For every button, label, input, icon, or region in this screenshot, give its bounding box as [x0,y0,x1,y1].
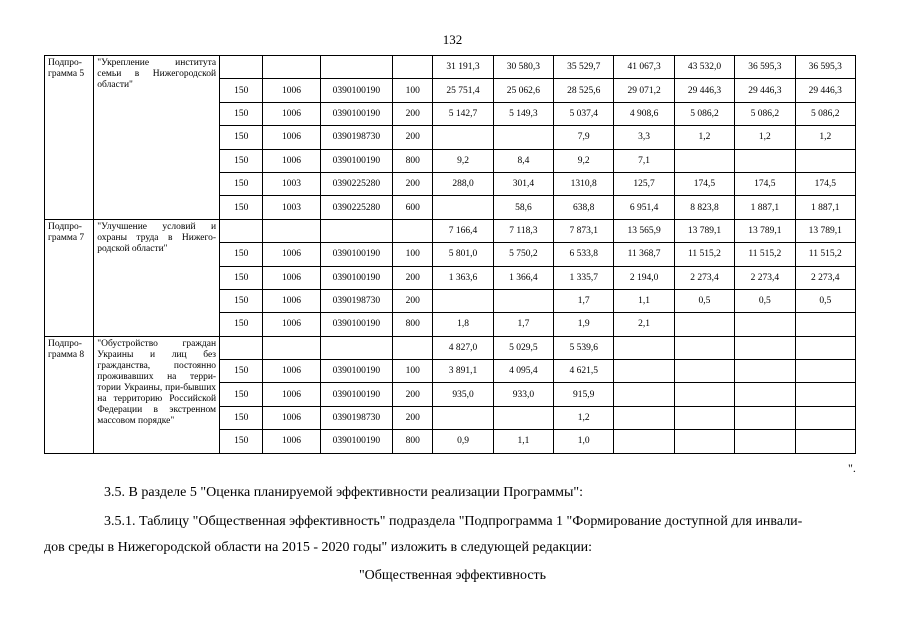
table-cell: 5 801,0 [433,243,493,266]
table-cell [433,126,493,149]
table-cell: 0390100190 [320,149,392,172]
table-cell: 915,9 [554,383,614,406]
table-cell [735,383,795,406]
table-cell: 0390100190 [320,360,392,383]
table-cell: 935,0 [433,383,493,406]
table-cell: 5 750,2 [493,243,553,266]
subprogram-name: "Обустройство граждан Украины и лиц без гражданства, постоянно проживавших на терри-тории Украины, при-бывших на территорию Российской Федерации в экстренном массовом порядке" [94,336,220,453]
table-cell: 9,2 [433,149,493,172]
table-cell [674,336,734,359]
table-cell [674,430,734,453]
table-cell: 200 [393,172,433,195]
table-cell: 3 891,1 [433,360,493,383]
table-cell [795,313,856,336]
table-body [45,56,856,454]
table-cell [493,126,553,149]
table-cell: 28 525,6 [554,79,614,102]
subprogram-name: "Улучшение условий и охраны труда в Нижего-родской области" [94,219,220,336]
table-cell: 1,7 [554,289,614,312]
table-cell: 150 [220,313,263,336]
table-cell: 6 533,8 [554,243,614,266]
subprogram-label: Подпро- грамма 8 [45,336,94,453]
table-cell: 174,5 [795,172,856,195]
table-cell: 200 [393,266,433,289]
table-cell: 0390100190 [320,266,392,289]
table-cell [393,336,433,359]
table-cell: 125,7 [614,172,674,195]
table-cell: 1 887,1 [735,196,795,219]
table-cell: 13 789,1 [674,219,734,242]
table-cell: 4 095,4 [493,360,553,383]
table-cell: 0390100190 [320,313,392,336]
table-cell: 200 [393,289,433,312]
table-cell: 5 029,5 [493,336,553,359]
table-cell: 150 [220,172,263,195]
table-cell [795,406,856,429]
table-cell: 8 823,8 [674,196,734,219]
subprogram-label: Подпро- грамма 7 [45,219,94,336]
table-cell: 1,0 [554,430,614,453]
table-cell: 1,2 [795,126,856,149]
table-cell [433,406,493,429]
table-cell: 35 529,7 [554,56,614,79]
table-cell: 3,3 [614,126,674,149]
table-row [45,56,856,79]
table-cell [614,383,674,406]
table-cell [263,219,320,242]
table-cell: 1 366,4 [493,266,553,289]
table-cell: 150 [220,406,263,429]
table-cell: 1003 [263,172,320,195]
table-cell: 1,8 [433,313,493,336]
table-cell: 800 [393,430,433,453]
table-cell: 1006 [263,289,320,312]
table-cell: 58,6 [493,196,553,219]
table-cell: 0390198730 [320,406,392,429]
subprogram-name: "Укрепление института семьи в Нижегородской области" [94,56,220,220]
table-cell: 1,2 [735,126,795,149]
table-cell: 150 [220,383,263,406]
table-cell: 0390100190 [320,430,392,453]
table-cell: 2 273,4 [674,266,734,289]
table-cell: 174,5 [674,172,734,195]
table-cell: 41 067,3 [614,56,674,79]
budget-table [44,55,856,454]
table-cell: 800 [393,149,433,172]
table-row [45,219,856,242]
table-cell: 7 873,1 [554,219,614,242]
subprogram-label: Подпро- грамма 5 [45,56,94,220]
paragraph-section-3-5-1: 3.5.1. Таблицу "Общественная эффективность" подраздела "Подпрограмма 1 "Формирование доступной для инвали- [104,514,803,529]
table-cell: 1006 [263,313,320,336]
table-caption: "Общественная эффективность [358,568,547,583]
table-cell: 150 [220,196,263,219]
page-number: 132 [442,32,463,47]
table-cell: 9,2 [554,149,614,172]
table-cell [263,336,320,359]
table-cell: 638,8 [554,196,614,219]
table-cell: 13 565,9 [614,219,674,242]
table-cell: 200 [393,102,433,125]
table-cell: 1,1 [614,289,674,312]
table-cell [795,383,856,406]
table-cell: 11 368,7 [614,243,674,266]
table-cell [614,336,674,359]
table-cell [433,196,493,219]
table-cell [674,360,734,383]
table-cell: 5 086,2 [674,102,734,125]
table-cell: 1 335,7 [554,266,614,289]
table-cell: 1,1 [493,430,553,453]
table-cell [795,360,856,383]
table-cell: 1,2 [554,406,614,429]
table-cell: 800 [393,313,433,336]
table-cell [220,336,263,359]
table-cell: 1006 [263,149,320,172]
table-cell [735,336,795,359]
table-cell: 600 [393,196,433,219]
table-cell: 5 149,3 [493,102,553,125]
table-cell: 1 887,1 [795,196,856,219]
table-cell: 288,0 [433,172,493,195]
table-cell: 36 595,3 [735,56,795,79]
table-cell [493,289,553,312]
table-cell: 2,1 [614,313,674,336]
table-cell [433,289,493,312]
table-cell [614,406,674,429]
table-cell: 25 751,4 [433,79,493,102]
table-cell: 29 071,2 [614,79,674,102]
table-cell: 2 273,4 [735,266,795,289]
table-cell [263,56,320,79]
table-cell: 0390100190 [320,79,392,102]
table-cell: 0390198730 [320,126,392,149]
table-cell: 31 191,3 [433,56,493,79]
table-cell: 1,9 [554,313,614,336]
table-cell: 11 515,2 [735,243,795,266]
table-cell [320,56,392,79]
paragraph-section-3-5-1-cont: дов среды в Нижегородской области на 2015 - 2020 годы" изложить в следующей редакции: [44,540,593,555]
table-cell [614,430,674,453]
table-cell: 43 532,0 [674,56,734,79]
table-cell [674,406,734,429]
table-cell: 174,5 [735,172,795,195]
table-cell [220,219,263,242]
table-cell: 11 515,2 [795,243,856,266]
table-cell [795,430,856,453]
table-cell: 1006 [263,102,320,125]
table-cell [735,406,795,429]
table-cell: 0390100190 [320,243,392,266]
table-cell: 11 515,2 [674,243,734,266]
table-cell: 1006 [263,79,320,102]
table-cell: 5 142,7 [433,102,493,125]
table-cell [393,56,433,79]
table-cell [674,149,734,172]
table-cell: 0,9 [433,430,493,453]
table-cell: 1006 [263,360,320,383]
table-cell [320,219,392,242]
table-cell [614,360,674,383]
table-cell: 150 [220,266,263,289]
table-cell: 25 062,6 [493,79,553,102]
table-cell: 150 [220,360,263,383]
table-cell: 6 951,4 [614,196,674,219]
table-cell: 1006 [263,430,320,453]
table-cell: 2 194,0 [614,266,674,289]
table-cell [735,430,795,453]
table-cell: 0,5 [735,289,795,312]
table-cell [735,313,795,336]
table-cell: 1006 [263,126,320,149]
table-cell: 30 580,3 [493,56,553,79]
table-cell: 1006 [263,406,320,429]
table-cell: 13 789,1 [735,219,795,242]
table-cell: 150 [220,149,263,172]
table-cell: 5 086,2 [795,102,856,125]
table-cell: 1,7 [493,313,553,336]
table-cell: 5 086,2 [735,102,795,125]
table-row [45,336,856,359]
table-cell: 2 273,4 [795,266,856,289]
table-cell [674,383,734,406]
table-cell: 0390100190 [320,383,392,406]
table-cell: 13 789,1 [795,219,856,242]
table-cell: 1006 [263,383,320,406]
table-cell: 4 908,6 [614,102,674,125]
table-cell: 1 363,6 [433,266,493,289]
table-cell: 100 [393,243,433,266]
table-cell [320,336,392,359]
table-cell: 0390100190 [320,102,392,125]
table-cell: 100 [393,79,433,102]
table-cell: 150 [220,79,263,102]
table-cell: 150 [220,430,263,453]
table-cell [735,149,795,172]
table-cell: 150 [220,289,263,312]
table-cell [674,313,734,336]
table-cell: 0390225280 [320,196,392,219]
table-cell [795,336,856,359]
table-cell [393,219,433,242]
table-cell: 7 118,3 [493,219,553,242]
closing-quote: ". [848,461,856,475]
table-cell: 29 446,3 [735,79,795,102]
table-cell: 29 446,3 [795,79,856,102]
table-cell: 1,2 [674,126,734,149]
table-cell: 8,4 [493,149,553,172]
table-cell: 4 827,0 [433,336,493,359]
table-cell [795,149,856,172]
table-cell: 933,0 [493,383,553,406]
table-cell: 1006 [263,243,320,266]
table-cell: 200 [393,126,433,149]
table-cell: 0,5 [674,289,734,312]
table-cell: 5 539,6 [554,336,614,359]
table-cell: 200 [393,406,433,429]
table-cell: 4 621,5 [554,360,614,383]
table-cell: 1006 [263,266,320,289]
table-cell: 100 [393,360,433,383]
table-cell: 150 [220,126,263,149]
table-cell: 7,9 [554,126,614,149]
table-cell [493,406,553,429]
table-cell: 1310,8 [554,172,614,195]
table-cell: 36 595,3 [795,56,856,79]
table-cell: 29 446,3 [674,79,734,102]
table-cell: 150 [220,243,263,266]
table-cell [735,360,795,383]
table-cell: 5 037,4 [554,102,614,125]
table-cell: 200 [393,383,433,406]
table-cell [220,56,263,79]
table-cell: 301,4 [493,172,553,195]
table-cell: 1003 [263,196,320,219]
paragraph-section-3-5: 3.5. В разделе 5 "Оценка планируемой эффективности реализации Программы": [104,485,583,500]
table-cell: 0390198730 [320,289,392,312]
table-cell: 150 [220,102,263,125]
table-cell: 0390225280 [320,172,392,195]
table-cell: 0,5 [795,289,856,312]
table-cell: 7,1 [614,149,674,172]
table-cell: 7 166,4 [433,219,493,242]
